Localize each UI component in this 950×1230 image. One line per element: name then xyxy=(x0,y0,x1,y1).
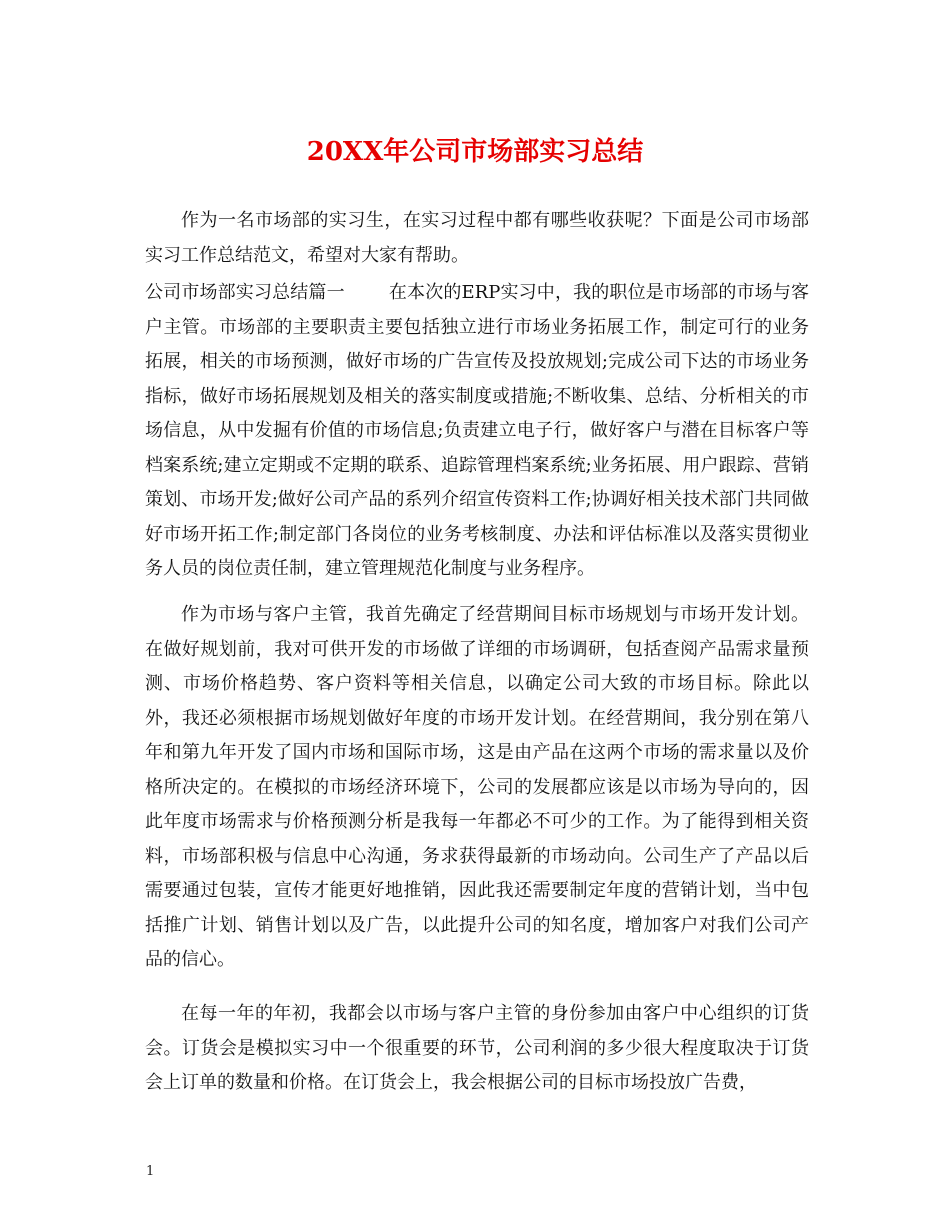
paragraph-three-text: 在每一年的年初，我都会以市场与客户主管的身份参加由客户中心组织的订货会。订货会是模拟实习中一个很重要的环节，公司利润的多少很大程度取决于订货会上订单的数量和价格。在订货会上，我会根据公司的目标市场投放广告费， xyxy=(145,1003,809,1093)
section-one-text xyxy=(145,276,809,587)
section-one-paragraph xyxy=(145,276,809,587)
document-title: 20XX年公司市场部实习总结 xyxy=(306,137,644,167)
page-number: 1 xyxy=(146,1164,155,1179)
paragraph-three xyxy=(145,997,809,1101)
paragraph-two xyxy=(145,598,809,978)
intro-paragraph xyxy=(145,204,809,273)
paragraph-one-text: 在本次的ERP实习中，我的职位是市场部的市场与客户主管。市场部的主要职责主要包括独立进行市场业务拓展工作，制定可行的业务拓展，相关的市场预测，做好市场的广告宣传及投放规划;完成公司下达的市场业务指标，做好市场拓展规划及相关的落实制度或措施;不断收集、总结、分析相关的市场信息，从中发掘有价值的市场信息;负责建立电子行，做好客户与潜在目标客户等档案系统;建立定期或不定期的联系、追踪管理档案系统;业务拓展、用户跟踪、营销策划、市场开发;做好公司产品的系列介绍宣传资料工作;协调好相关技术部门共同做好市场开拓工作;制定部门各岗位的业务考核制度、办法和评估标准以及落实贯彻业务人员的岗位责任制，建立管理规范化制度与业务程序。 xyxy=(145,282,809,579)
intro-text: 作为一名市场部的实习生，在实习过程中都有哪些收获呢？下面是公司市场部实习工作总结范文，希望对大家有帮助。 xyxy=(145,210,809,266)
section-label: 公司市场部实习总结篇一 xyxy=(145,282,345,303)
paragraph-two-text: 作为市场与客户主管，我首先确定了经营期间目标市场规划与市场开发计划。在做好规划前，我对可供开发的市场做了详细的市场调研，包括查阅产品需求量预测、市场价格趋势、客户资料等相关信息，以确定公司大致的市场目标。除此以外，我还必须根据市场规划做好年度的市场开发计划。在经营期间，我分别在第八年和第九年开发了国内市场和国际市场，这是由产品在这两个市场的需求量以及价格所决定的。在模拟的市场经济环境下，公司的发展都应该是以市场为导向的，因此年度市场需求与价格预测分析是我每一年都必不可少的工作。为了能得到相关资料，市场部积极与信息中心沟通，务求获得最新的市场动向。公司生产了产品以后需要通过包装，宣传才能更好地推销，因此我还需要制定年度的营销计划，当中包括推广计划、销售计划以及广告，以此提升公司的知名度，增加客户对我们公司产品的信心。 xyxy=(145,604,809,970)
